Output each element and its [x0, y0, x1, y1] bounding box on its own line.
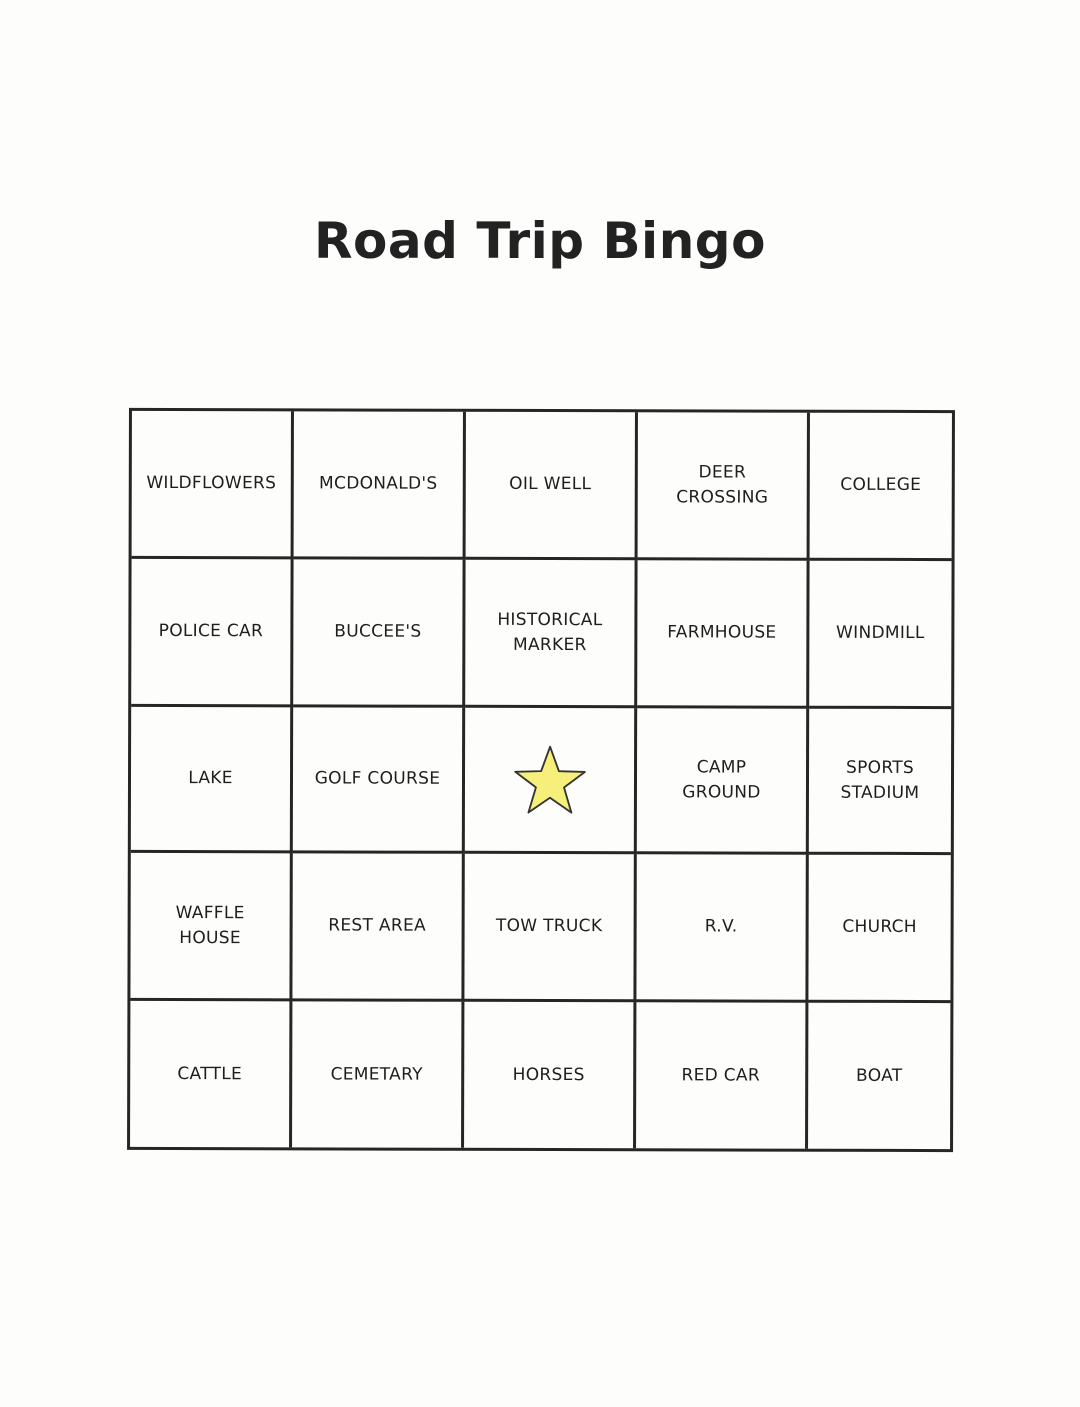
bingo-cell[interactable] [292, 1001, 464, 1147]
cell-label: GOLF COURSE [314, 768, 441, 789]
cell-label: COLLEGE [840, 474, 922, 495]
bingo-cell[interactable] [466, 412, 638, 560]
cell-label: CHURCH [842, 916, 917, 937]
cell-label: RED CAR [681, 1064, 760, 1086]
bingo-cell[interactable] [809, 709, 951, 855]
bingo-cell[interactable] [464, 854, 636, 1002]
bingo-cell[interactable] [131, 707, 293, 853]
bingo-cell[interactable] [465, 560, 637, 708]
cell-label: SPORTS STADIUM [840, 757, 920, 803]
cell-label: OIL WELL [509, 473, 592, 495]
cell-label: LAKE [188, 768, 233, 789]
bingo-cell[interactable] [808, 855, 950, 1003]
bingo-cell[interactable] [638, 412, 810, 560]
bingo-cell[interactable] [636, 1002, 808, 1148]
cell-label: MCDONALD'S [319, 473, 438, 494]
bingo-cell[interactable] [464, 1002, 636, 1148]
bingo-cell[interactable] [294, 411, 466, 559]
bingo-cell[interactable] [132, 411, 294, 559]
bingo-cell[interactable] [809, 561, 951, 709]
cell-label: WINDMILL [836, 622, 925, 644]
cell-label: FARMHOUSE [667, 622, 777, 643]
bingo-cell[interactable] [637, 560, 809, 708]
bingo-cell[interactable] [636, 854, 808, 1002]
cell-label: WAFFLE HOUSE [175, 902, 245, 948]
cell-label: WILDFLOWERS [146, 472, 277, 494]
bingo-cell[interactable] [293, 707, 465, 853]
bingo-cell[interactable] [131, 559, 293, 707]
cell-label: CEMETARY [330, 1063, 423, 1085]
bingo-cell[interactable] [130, 1001, 292, 1147]
bingo-cell[interactable] [637, 708, 809, 854]
free-space-cell[interactable] [465, 708, 637, 854]
cell-label: HISTORICAL MARKER [497, 609, 603, 655]
page-title: Road Trip Bingo [314, 212, 766, 270]
bingo-cell[interactable] [130, 853, 292, 1001]
cell-label: CAMP GROUND [682, 756, 761, 803]
bingo-cell[interactable] [808, 1003, 950, 1149]
cell-label: HORSES [512, 1064, 585, 1085]
bingo-board [127, 408, 955, 1152]
cell-label: REST AREA [328, 915, 426, 936]
bingo-cell[interactable] [293, 559, 465, 707]
cell-label: TOW TRUCK [495, 915, 603, 937]
cell-label: POLICE CAR [158, 620, 264, 642]
cell-label: BUCCEE'S [334, 621, 422, 642]
bingo-cell[interactable] [810, 413, 952, 561]
cell-label: R.V. [704, 916, 738, 937]
cell-label: CATTLE [177, 1063, 243, 1084]
cell-label: DEER CROSSING [676, 461, 769, 508]
star-icon [512, 743, 586, 815]
bingo-cell[interactable] [292, 853, 464, 1001]
cell-label: BOAT [856, 1065, 903, 1086]
